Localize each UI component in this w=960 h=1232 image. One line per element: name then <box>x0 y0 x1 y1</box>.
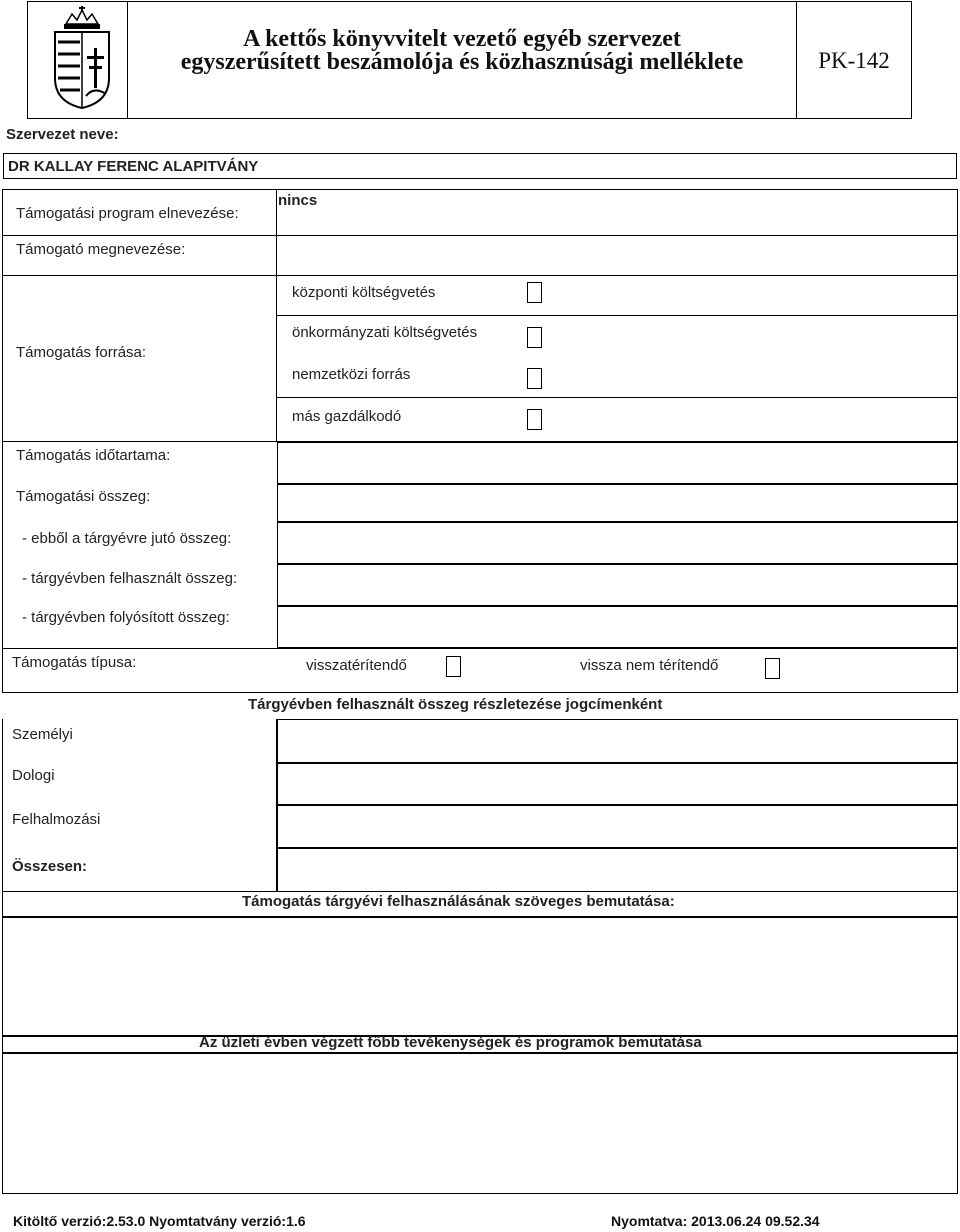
other-business-checkbox[interactable] <box>527 409 542 430</box>
program-name-label: Támogatási program elnevezése: <box>16 205 239 222</box>
duration-field[interactable] <box>277 442 958 484</box>
usage-heading: Támogatás tárgyévi felhasználásának szöveges bemutatása: <box>242 893 675 910</box>
breakdown-capital-field[interactable] <box>277 805 958 848</box>
breakdown-heading: Tárgyévben felhasznált összeg részletezése jogcímenként <box>248 696 663 713</box>
activities-text-area[interactable] <box>2 1053 958 1194</box>
year-part-field[interactable] <box>277 522 958 564</box>
activities-heading: Az üzleti évben végzett főbb tevékenységek és programok bemutatása <box>199 1034 702 1051</box>
support-type-label: Támogatás típusa: <box>12 654 137 671</box>
municipal-budget-checkbox[interactable] <box>527 327 542 348</box>
source-divider <box>276 315 958 316</box>
breakdown-material-field[interactable] <box>277 763 958 805</box>
amount-label: Támogatási összeg: <box>16 488 151 505</box>
breakdown-left-border <box>2 719 3 891</box>
supporter-field[interactable] <box>277 236 957 275</box>
organization-label: Szervezet neve: <box>6 126 119 143</box>
breakdown-material-label: Dologi <box>12 767 55 784</box>
disbursed-amount-field[interactable] <box>277 606 958 648</box>
form-title-line1: A kettős könyvvitelt vezető egyéb szervezet <box>243 26 681 52</box>
footer-version: Kitöltő verzió:2.53.0 Nyomtatvány verzió:1.6 <box>13 1213 306 1229</box>
used-amount-field[interactable] <box>277 564 958 606</box>
disbursed-amount-label: - tárgyévben folyósított összeg: <box>22 609 230 626</box>
program-name-field[interactable] <box>277 190 957 235</box>
program-name-value: nincs <box>278 192 318 209</box>
refundable-checkbox[interactable] <box>446 656 461 677</box>
breakdown-personal-label: Személyi <box>12 726 73 743</box>
international-source-checkbox[interactable] <box>527 368 542 389</box>
source-label: Támogatás forrása: <box>16 344 147 361</box>
central-budget-checkbox[interactable] <box>527 282 542 303</box>
source-divider <box>276 397 958 398</box>
hungarian-coat-of-arms-icon <box>50 6 114 110</box>
row-divider <box>2 648 958 649</box>
breakdown-capital-label: Felhalmozási <box>12 811 101 828</box>
year-part-label: - ebből a tárgyévre jutó összeg: <box>22 530 232 547</box>
amount-field[interactable] <box>277 484 958 522</box>
form-code: PK-142 <box>818 48 890 73</box>
breakdown-total-label: Összesen: <box>12 858 88 875</box>
source-option-municipal-budget: önkormányzati költségvetés <box>292 324 478 341</box>
refundable-label: visszatérítendő <box>306 657 407 674</box>
nonrefundable-checkbox[interactable] <box>765 658 780 679</box>
organization-name-value: DR KALLAY FERENC ALAPITVÁNY <box>8 158 259 175</box>
footer-print-date: Nyomtatva: 2013.06.24 09.52.34 <box>611 1213 820 1229</box>
source-option-other-business: más gazdálkodó <box>292 408 402 425</box>
supporter-label: Támogató megnevezése: <box>16 241 186 258</box>
usage-text-area[interactable] <box>2 917 958 1036</box>
breakdown-total-field[interactable] <box>277 848 958 892</box>
nonrefundable-label: vissza nem térítendő <box>580 657 719 674</box>
row-divider <box>2 275 958 276</box>
source-option-central-budget: központi költségvetés <box>292 284 436 301</box>
breakdown-personal-field[interactable] <box>277 719 958 763</box>
used-amount-label: - tárgyévben felhasznált összeg: <box>22 570 238 587</box>
duration-label: Támogatás időtartama: <box>16 447 171 464</box>
form-title-line2: egyszerűsített beszámolója és közhasznúsági melléklete <box>180 49 744 75</box>
source-option-international: nemzetközi forrás <box>292 366 411 383</box>
